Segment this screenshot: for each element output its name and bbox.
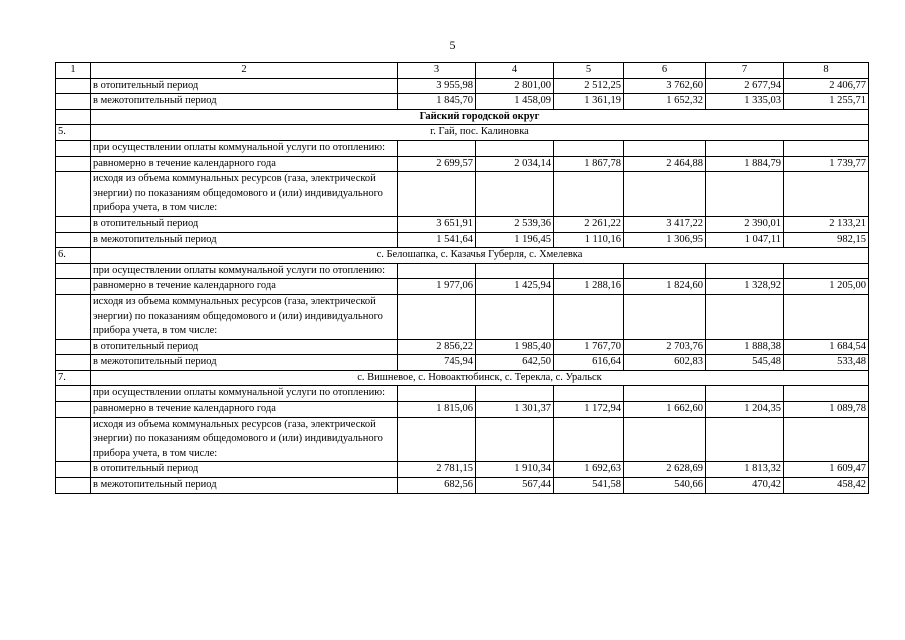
- table-row: [56, 355, 869, 371]
- value-cell: 567,44: [476, 478, 554, 494]
- header-cell: 6: [624, 63, 706, 79]
- item-number: 7.: [56, 370, 91, 386]
- header-cell: 1: [56, 63, 91, 79]
- value-cell: 2 628,69: [624, 462, 706, 478]
- value-cell: 2 034,14: [476, 156, 554, 172]
- locality-row: [56, 370, 869, 386]
- value-cell: 1 335,03: [706, 94, 784, 110]
- table-row: [56, 478, 869, 494]
- empty-cell: [398, 263, 476, 279]
- value-cell: 982,15: [784, 232, 869, 248]
- empty-cell: [476, 140, 554, 156]
- number-cell: [56, 109, 91, 125]
- value-cell: 533,48: [784, 355, 869, 371]
- empty-cell: [554, 386, 624, 402]
- empty-cell: [624, 294, 706, 339]
- row-label: при осуществлении оплаты коммунальной услуги по отоплению:: [91, 263, 398, 279]
- empty-cell: [398, 294, 476, 339]
- empty-cell: [624, 417, 706, 462]
- row-label: при осуществлении оплаты коммунальной услуги по отоплению:: [91, 386, 398, 402]
- empty-cell: [784, 140, 869, 156]
- empty-cell: [476, 417, 554, 462]
- table-row: [56, 216, 869, 232]
- row-label: в межотопительный период: [91, 232, 398, 248]
- value-cell: 3 762,60: [624, 78, 706, 94]
- table-row: [56, 232, 869, 248]
- value-cell: 1 692,63: [554, 462, 624, 478]
- value-cell: 1 204,35: [706, 402, 784, 418]
- value-cell: 2 133,21: [784, 216, 869, 232]
- value-cell: 1 662,60: [624, 402, 706, 418]
- empty-cell: [398, 386, 476, 402]
- number-cell: [56, 355, 91, 371]
- number-cell: [56, 417, 91, 462]
- number-cell: [56, 279, 91, 295]
- empty-cell: [554, 294, 624, 339]
- value-cell: 1 739,77: [784, 156, 869, 172]
- table-row: [56, 94, 869, 110]
- number-cell: [56, 462, 91, 478]
- header-cell: 3: [398, 63, 476, 79]
- row-label: равномерно в течение календарного года: [91, 402, 398, 418]
- table-row: [56, 156, 869, 172]
- empty-cell: [784, 294, 869, 339]
- value-cell: 1 767,70: [554, 339, 624, 355]
- item-number: 5.: [56, 125, 91, 141]
- value-cell: 2 677,94: [706, 78, 784, 94]
- value-cell: 540,66: [624, 478, 706, 494]
- empty-cell: [398, 417, 476, 462]
- table-row: [56, 263, 869, 279]
- value-cell: 2 699,57: [398, 156, 476, 172]
- value-cell: 2 464,88: [624, 156, 706, 172]
- number-cell: [56, 339, 91, 355]
- value-cell: 2 406,77: [784, 78, 869, 94]
- value-cell: 2 512,25: [554, 78, 624, 94]
- number-cell: [56, 402, 91, 418]
- value-cell: 1 684,54: [784, 339, 869, 355]
- value-cell: 2 781,15: [398, 462, 476, 478]
- row-label: равномерно в течение календарного года: [91, 156, 398, 172]
- value-cell: 1 541,64: [398, 232, 476, 248]
- value-cell: 1 458,09: [476, 94, 554, 110]
- item-number: 6.: [56, 248, 91, 264]
- empty-cell: [784, 263, 869, 279]
- value-cell: 1 425,94: [476, 279, 554, 295]
- table-row: [56, 279, 869, 295]
- empty-cell: [624, 172, 706, 217]
- row-label: исходя из объема коммунальных ресурсов (газа, электрической энергии) по показаниям общедомового и (или) индивидуального прибора учета, в том числе:: [91, 172, 398, 217]
- value-cell: 541,58: [554, 478, 624, 494]
- table-row: [56, 402, 869, 418]
- row-label: в отопительный период: [91, 78, 398, 94]
- page-number: 5: [449, 38, 456, 52]
- table-row: [56, 140, 869, 156]
- table-row: [56, 386, 869, 402]
- table-row: [56, 172, 869, 217]
- empty-cell: [476, 294, 554, 339]
- empty-cell: [624, 386, 706, 402]
- value-cell: 2 539,36: [476, 216, 554, 232]
- value-cell: 1 977,06: [398, 279, 476, 295]
- number-cell: [56, 232, 91, 248]
- locality-name: г. Гай, пос. Калиновка: [91, 125, 869, 141]
- value-cell: 1 205,00: [784, 279, 869, 295]
- empty-cell: [706, 386, 784, 402]
- value-cell: 1 301,37: [476, 402, 554, 418]
- value-cell: 1 813,32: [706, 462, 784, 478]
- empty-cell: [706, 140, 784, 156]
- value-cell: 1 089,78: [784, 402, 869, 418]
- locality-name: с. Вишневое, с. Новоактюбинск, с. Терекла, с. Уральск: [91, 370, 869, 386]
- value-cell: 3 651,91: [398, 216, 476, 232]
- value-cell: 1 884,79: [706, 156, 784, 172]
- empty-cell: [706, 294, 784, 339]
- value-cell: 1 985,40: [476, 339, 554, 355]
- value-cell: 1 361,19: [554, 94, 624, 110]
- value-cell: 2 390,01: [706, 216, 784, 232]
- header-cell: 8: [784, 63, 869, 79]
- empty-cell: [706, 263, 784, 279]
- number-cell: [56, 216, 91, 232]
- empty-cell: [784, 417, 869, 462]
- row-label: в отопительный период: [91, 462, 398, 478]
- value-cell: 682,56: [398, 478, 476, 494]
- value-cell: 1 815,06: [398, 402, 476, 418]
- table-row: [56, 417, 869, 462]
- value-cell: 470,42: [706, 478, 784, 494]
- number-cell: [56, 156, 91, 172]
- value-cell: 1 910,34: [476, 462, 554, 478]
- value-cell: 616,64: [554, 355, 624, 371]
- empty-cell: [554, 417, 624, 462]
- region-title: Гайский городской округ: [91, 109, 869, 125]
- empty-cell: [476, 263, 554, 279]
- tariff-table: [55, 62, 869, 494]
- table-body: [56, 63, 869, 494]
- empty-cell: [554, 263, 624, 279]
- empty-cell: [398, 172, 476, 217]
- region-row: [56, 109, 869, 125]
- empty-cell: [476, 172, 554, 217]
- row-label: в отопительный период: [91, 216, 398, 232]
- empty-cell: [476, 386, 554, 402]
- empty-cell: [554, 172, 624, 217]
- value-cell: 458,42: [784, 478, 869, 494]
- row-label: в отопительный период: [91, 339, 398, 355]
- empty-cell: [706, 417, 784, 462]
- value-cell: 642,50: [476, 355, 554, 371]
- table-row: [56, 294, 869, 339]
- value-cell: 545,48: [706, 355, 784, 371]
- row-label: в межотопительный период: [91, 94, 398, 110]
- locality-row: [56, 248, 869, 264]
- value-cell: 1 196,45: [476, 232, 554, 248]
- row-label: в межотопительный период: [91, 355, 398, 371]
- empty-cell: [554, 140, 624, 156]
- row-label: исходя из объема коммунальных ресурсов (газа, электрической энергии) по показаниям общедомового и (или) индивидуального прибора учета, в том числе:: [91, 294, 398, 339]
- locality-row: [56, 125, 869, 141]
- header-cell: 2: [91, 63, 398, 79]
- row-label: равномерно в течение календарного года: [91, 279, 398, 295]
- value-cell: 1 288,16: [554, 279, 624, 295]
- table-row: [56, 78, 869, 94]
- value-cell: 2 801,00: [476, 78, 554, 94]
- empty-cell: [784, 386, 869, 402]
- value-cell: 2 261,22: [554, 216, 624, 232]
- value-cell: 1 888,38: [706, 339, 784, 355]
- value-cell: 1 845,70: [398, 94, 476, 110]
- number-cell: [56, 386, 91, 402]
- row-label: исходя из объема коммунальных ресурсов (газа, электрической энергии) по показаниям общедомового и (или) индивидуального прибора учета, в том числе:: [91, 417, 398, 462]
- empty-cell: [624, 140, 706, 156]
- number-cell: [56, 78, 91, 94]
- value-cell: 2 856,22: [398, 339, 476, 355]
- header-cell: 4: [476, 63, 554, 79]
- value-cell: 2 703,76: [624, 339, 706, 355]
- number-cell: [56, 94, 91, 110]
- value-cell: 1 047,11: [706, 232, 784, 248]
- value-cell: 1 255,71: [784, 94, 869, 110]
- empty-cell: [624, 263, 706, 279]
- empty-cell: [398, 140, 476, 156]
- locality-name: с. Белошапка, с. Казачья Губерля, с. Хмелевка: [91, 248, 869, 264]
- header-cell: 5: [554, 63, 624, 79]
- empty-cell: [784, 172, 869, 217]
- value-cell: 3 417,22: [624, 216, 706, 232]
- value-cell: 1 824,60: [624, 279, 706, 295]
- value-cell: 3 955,98: [398, 78, 476, 94]
- value-cell: 1 110,16: [554, 232, 624, 248]
- value-cell: 602,83: [624, 355, 706, 371]
- header-cell: 7: [706, 63, 784, 79]
- header-row: [56, 63, 869, 79]
- number-cell: [56, 172, 91, 217]
- number-cell: [56, 294, 91, 339]
- number-cell: [56, 478, 91, 494]
- value-cell: 1 306,95: [624, 232, 706, 248]
- number-cell: [56, 140, 91, 156]
- value-cell: 1 867,78: [554, 156, 624, 172]
- value-cell: 1 172,94: [554, 402, 624, 418]
- row-label: при осуществлении оплаты коммунальной услуги по отоплению:: [91, 140, 398, 156]
- table-row: [56, 462, 869, 478]
- value-cell: 745,94: [398, 355, 476, 371]
- empty-cell: [706, 172, 784, 217]
- number-cell: [56, 263, 91, 279]
- table-row: [56, 339, 869, 355]
- row-label: в межотопительный период: [91, 478, 398, 494]
- value-cell: 1 328,92: [706, 279, 784, 295]
- value-cell: 1 609,47: [784, 462, 869, 478]
- value-cell: 1 652,32: [624, 94, 706, 110]
